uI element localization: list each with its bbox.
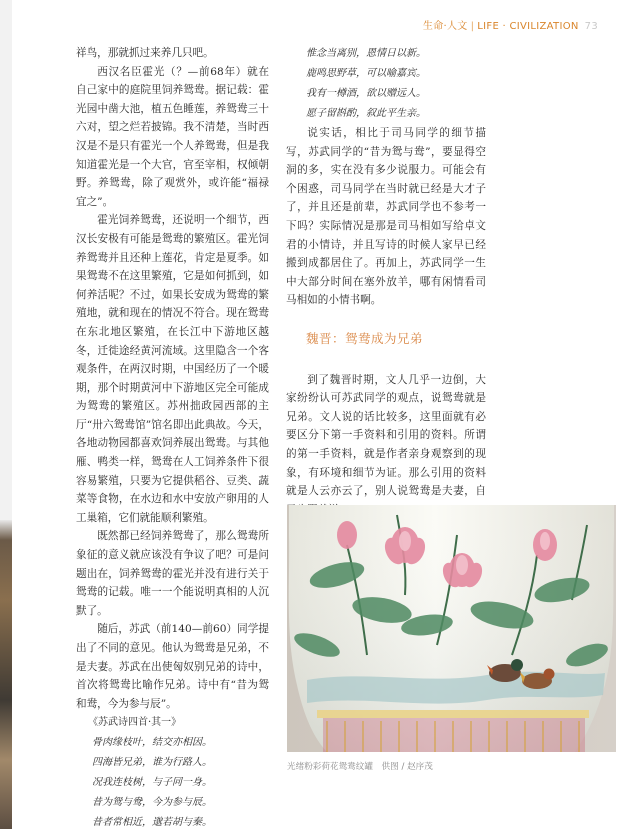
poem-line: 我有一樽酒，欲以赠远人。 <box>306 88 426 99</box>
paragraph: 既然都已经饲养鸳鸯了，那么鸳鸯所象征的意义就应该没有争议了吧？可是问题出在，饲养鸳鸯的霍光并没有进行关于鸳鸯的记载。唯一一个能说明真相的人沉默了。 <box>76 530 269 617</box>
poem-title: 《苏武诗四首·其一》 <box>88 717 182 729</box>
header-section-cn: 生命·人文 <box>422 21 468 32</box>
poem-line: 昔为鸳与鸯，今为参与辰。 <box>92 797 212 809</box>
paragraph: 到了魏晋时期，文人几乎一边倒，大家纷纷认可苏武同学的观点，说鸳鸯就是兄弟。文人说的话比较多，这里面就有必要区分下第一手资料和引用的资料。所谓的第一手资料，就是作者亲身观察到的现象，有环境和细节为证。那么引用的资料就是人云亦云了，别人说鸳鸯是夫妻，自 <box>286 373 486 498</box>
poem-line: 惟念当离别，恩情日以新。 <box>306 48 426 59</box>
paragraph: 祥鸟，那就抓过来养几只吧。 <box>76 47 214 59</box>
poem-line: 况我连枝树，与子同一身。 <box>92 777 212 789</box>
page-header <box>423 17 598 32</box>
paragraph: 霍光饲养鸳鸯，还说明一个细节，西汉长安极有可能是鸳鸯的繁殖区。霍光饲养鸳鸯并且还种上莲花，肯定是夏季。如果鸳鸯不在这里繁殖，它是如何抓到，如何养活呢？不过，如果长安成为鸳鸯的繁殖地，就和现在的情况不符合。现在鸳鸯在东北地区繁殖，在长江中下游地区越冬，迁徙途经黄河流域。这里隐含一个客观条件，在两汉时期，中国经历了一个暖期，那个时期黄河中下游地区完全可能成为鸳鸯的繁殖区。苏州拙政园西部的主厅“卅六鸳鸯馆”馆名即出此典故。今天，各地动物园都喜欢饲养展出鸳鸯。与其他雁、鸭类一样，鸳鸯在人工饲养条件下很容易繁殖，只要为它提供稻谷、豆类、蔬菜等食物，在水边和水中安放产卵用的人工巢箱，它们就能顺利繁殖。 <box>76 214 269 524</box>
photo-caption: 光绪粉彩荷花鸳鸯纹罐 供图 / 赵序茂 <box>287 762 433 772</box>
section-heading: 魏晋：鸳鸯成为兄弟 <box>306 330 424 346</box>
poem-line: 骨肉缘枝叶，结交亦相因。 <box>92 737 212 749</box>
header-separator: | <box>470 21 475 32</box>
paragraph: 说实话，相比于司马同学的细节描写，苏武同学的“昔为鸳与鸯”，要显得空洞的多，实在没有多少说服力。可能会有个困惑，司马同学在当时就已经是大才子了，并且还是前辈，苏武同学也不参考一下吗？实际情况是那是司马相如写给卓文君的小情诗，并且写诗的时候人家早已经搬到成都居住了。再加上，苏武同学一生中大部分时间在塞外放羊，哪有闲情看司马相如的小情书啊。 <box>286 127 486 307</box>
right-text-column <box>286 44 486 519</box>
page-number: 73 <box>584 21 598 32</box>
porcelain-jar-photo <box>287 505 616 752</box>
header-section-en: LIFE · CIVILIZATION <box>477 21 579 32</box>
paragraph: 随后，苏武（前140—前60）同学提出了不同的意见。他认为鸳鸯是兄弟，不是夫妻。苏武在出使匈奴别兄弟的诗中，首次将鸳鸯比喻作兄弟。诗中有“昔为鸳和鸯，今为参与辰”。 <box>76 623 269 710</box>
previous-page-edge <box>0 0 12 829</box>
poem-line: 昔者常相近，邈若胡与秦。 <box>92 817 212 829</box>
poem-line: 鹿鸣思野草，可以喻嘉宾。 <box>306 68 426 79</box>
poem-line: 四海皆兄弟，谁为行路人。 <box>92 757 212 769</box>
paragraph: 西汉名臣霍光（？—前68年）就在自己家中的庭院里饲养鸳鸯。据记载：霍光园中凿大池，植五色睡莲，养鸳鸯三十六对，望之烂若披锦。我不清楚，当时西汉是不是只有霍光一个人养鸳鸯，但是我知道霍光是一个大官，官至宰相，权倾朝野。养鸳鸯，除了观赏外，或许能“福禄宜之”。 <box>76 65 269 208</box>
left-text-column <box>76 44 269 833</box>
poem-line: 愿子留斟酌，叙此平生亲。 <box>306 108 426 119</box>
